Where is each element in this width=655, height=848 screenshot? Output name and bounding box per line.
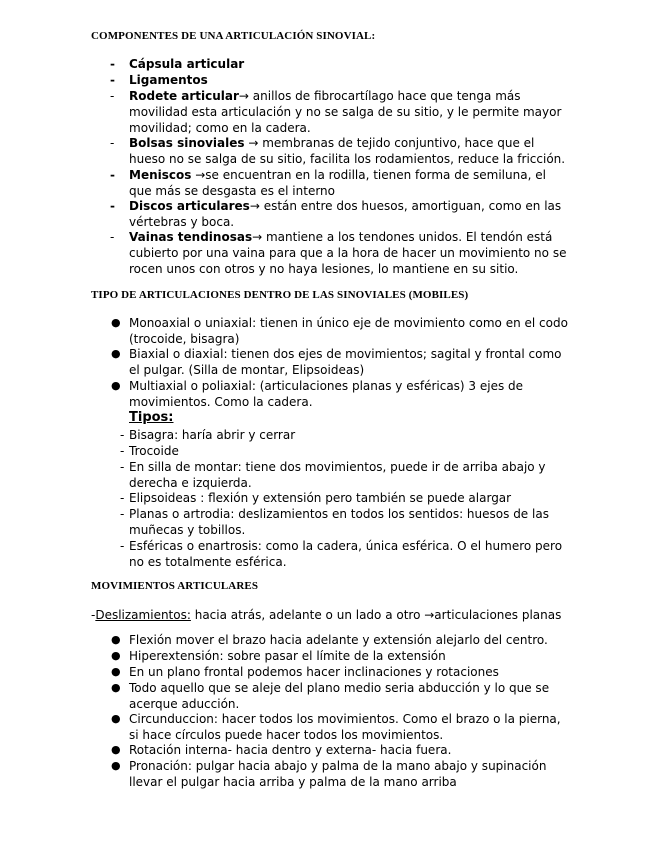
bullet-icon: ● [111, 316, 121, 329]
deslizamientos-text: hacia atrás, adelante o un lado a otro →articulaciones planas [190, 608, 562, 622]
item-text: Flexión mover el brazo hacia adelante y extensión alejarlo del centro. [129, 633, 548, 647]
bullet-icon: ● [111, 649, 121, 662]
heading-movimientos: MOVIMIENTOS ARTICULARES [91, 580, 259, 592]
bullet-icon: ● [111, 665, 121, 678]
list-item [120, 427, 569, 443]
list-item [120, 443, 569, 459]
dash-bullet-icon: - [110, 230, 115, 244]
item-text: → anillos de fibrocartílago hace que tenga más movilidad esta articulación y no se salga de su sitio, y le permite mayor movilidad; como en la cadera. [129, 89, 562, 135]
bullet-icon: ● [111, 633, 121, 646]
dash-bullet-icon: - [120, 460, 125, 474]
item-text: Hiperextensión: sobre pasar el límite de la extensión [129, 649, 446, 663]
heading-tipos-articulaciones: TIPO DE ARTICULACIONES DENTRO DE LAS SINOVIALES (MOBILES) [91, 289, 469, 301]
item-bold-label: Meniscos [129, 168, 192, 182]
list-item [111, 346, 569, 378]
item-text: Todo aquello que se aleje del plano medio seria abducción y lo que se acerque aducción. [129, 681, 550, 711]
list-item [120, 506, 569, 538]
dash-bullet-icon: - [110, 168, 115, 182]
list-item [111, 758, 569, 790]
dash-bullet-icon: - [120, 444, 125, 458]
bullet-icon: ● [111, 759, 121, 772]
item-text: Rotación interna- hacia dentro y externa- hacia fuera. [129, 743, 452, 757]
list-item [111, 742, 569, 758]
list-item [110, 167, 569, 199]
list-item [110, 198, 569, 230]
bullet-icon: ● [111, 347, 121, 360]
list-item [111, 378, 569, 410]
item-bold-label: Rodete articular [129, 89, 239, 103]
dash-bullet-icon: - [110, 57, 115, 71]
deslizamientos-line: -Deslizamientos: hacia atrás, adelante o un lado a otro →articulaciones planas [91, 608, 562, 622]
list-item [110, 88, 569, 136]
bullet-icon: ● [111, 743, 121, 756]
dash-bullet-icon: - [110, 89, 115, 103]
list-item [120, 538, 569, 570]
list-item [111, 711, 569, 743]
list-item [111, 664, 569, 680]
list-item [120, 490, 569, 506]
item-text: En un plano frontal podemos hacer inclinaciones y rotaciones [129, 665, 499, 679]
item-bold-label: Discos articulares [129, 199, 250, 213]
list-item [110, 56, 569, 72]
dash-bullet-icon: - [120, 539, 125, 553]
list-item [111, 648, 569, 664]
item-bold-label: Cápsula articular [129, 57, 245, 71]
list-item [111, 632, 569, 648]
item-text: → están entre dos huesos, amortiguan, como en las vértebras y boca. [129, 199, 562, 229]
dash-bullet-icon: - [110, 199, 115, 213]
item-bold-label: Ligamentos [129, 73, 208, 87]
deslizamientos-label: Deslizamientos: [95, 608, 191, 622]
dash-bullet-icon: - [110, 136, 115, 150]
item-text: →se encuentran en la rodilla, tienen forma de semiluna, el que más se desgasta es el interno [129, 168, 546, 198]
item-text: Esféricas o enartrosis: como la cadera, única esférica. O el humero pero no es totalmente esférica. [129, 539, 563, 569]
item-text: Pronación: pulgar hacia abajo y palma de la mano abajo y supinación llevar el pulgar hacia arriba y palma de la mano arriba [129, 759, 547, 789]
list-item [111, 315, 569, 347]
item-text: → mantiene a los tendones unidos. El tendón está cubierto por una vaina para que a la hora de hacer un movimiento no se rocen unos con otros y no haya lesiones, lo mantiene en su sitio. [129, 230, 567, 276]
bullet-icon: ● [111, 712, 121, 725]
list-item [111, 680, 569, 712]
dash-bullet-icon: - [120, 491, 125, 505]
item-bold-label: Vainas tendinosas [129, 230, 253, 244]
list-item [110, 135, 569, 167]
list-item [110, 72, 569, 88]
item-bold-label: Bolsas sinoviales [129, 136, 245, 150]
item-text: Multiaxial o poliaxial: (articulaciones planas y esféricas) 3 ejes de movimientos. Como la cadera. [129, 379, 524, 409]
item-text: Biaxial o diaxial: tienen dos ejes de movimientos; sagital y frontal como el pulgar. (Silla de montar, Elipsoideas) [129, 347, 562, 377]
item-text: Planas o artrodia: deslizamientos en todos los sentidos: huesos de las muñecas y tobillos. [129, 507, 549, 537]
dash-bullet-icon: - [120, 507, 125, 521]
item-text: → membranas de tejido conjuntivo, hace que el hueso no se salga de su sitio, facilita los rodamientos, reduce la fricción. [129, 136, 566, 166]
dash-bullet-icon: - [120, 428, 125, 442]
item-text: Monoaxial o uniaxial: tienen in único eje de movimiento como en el codo (trocoide, bisagra) [129, 316, 568, 346]
item-text: Bisagra: haría abrir y cerrar [129, 428, 296, 442]
dash-bullet-icon: - [110, 73, 115, 87]
item-text: Trocoide [129, 444, 179, 458]
item-text: Circunduccion: hacer todos los movimientos. Como el brazo o la pierna, si hace círculos puede hacer todos los movimientos. [129, 712, 561, 742]
item-text: Elipsoideas : flexión y extensión pero también se puede alargar [129, 491, 512, 505]
heading-componentes: COMPONENTES DE UNA ARTICULACIÓN SINOVIAL: [91, 30, 376, 42]
bullet-icon: ● [111, 379, 121, 392]
bullet-icon: ● [111, 681, 121, 694]
list-item [110, 229, 569, 277]
list-item [120, 459, 569, 491]
tipos-subheading: Tipos: [129, 410, 174, 425]
item-text: En silla de montar: tiene dos movimientos, puede ir de arriba abajo y derecha e izquierda. [129, 460, 546, 490]
